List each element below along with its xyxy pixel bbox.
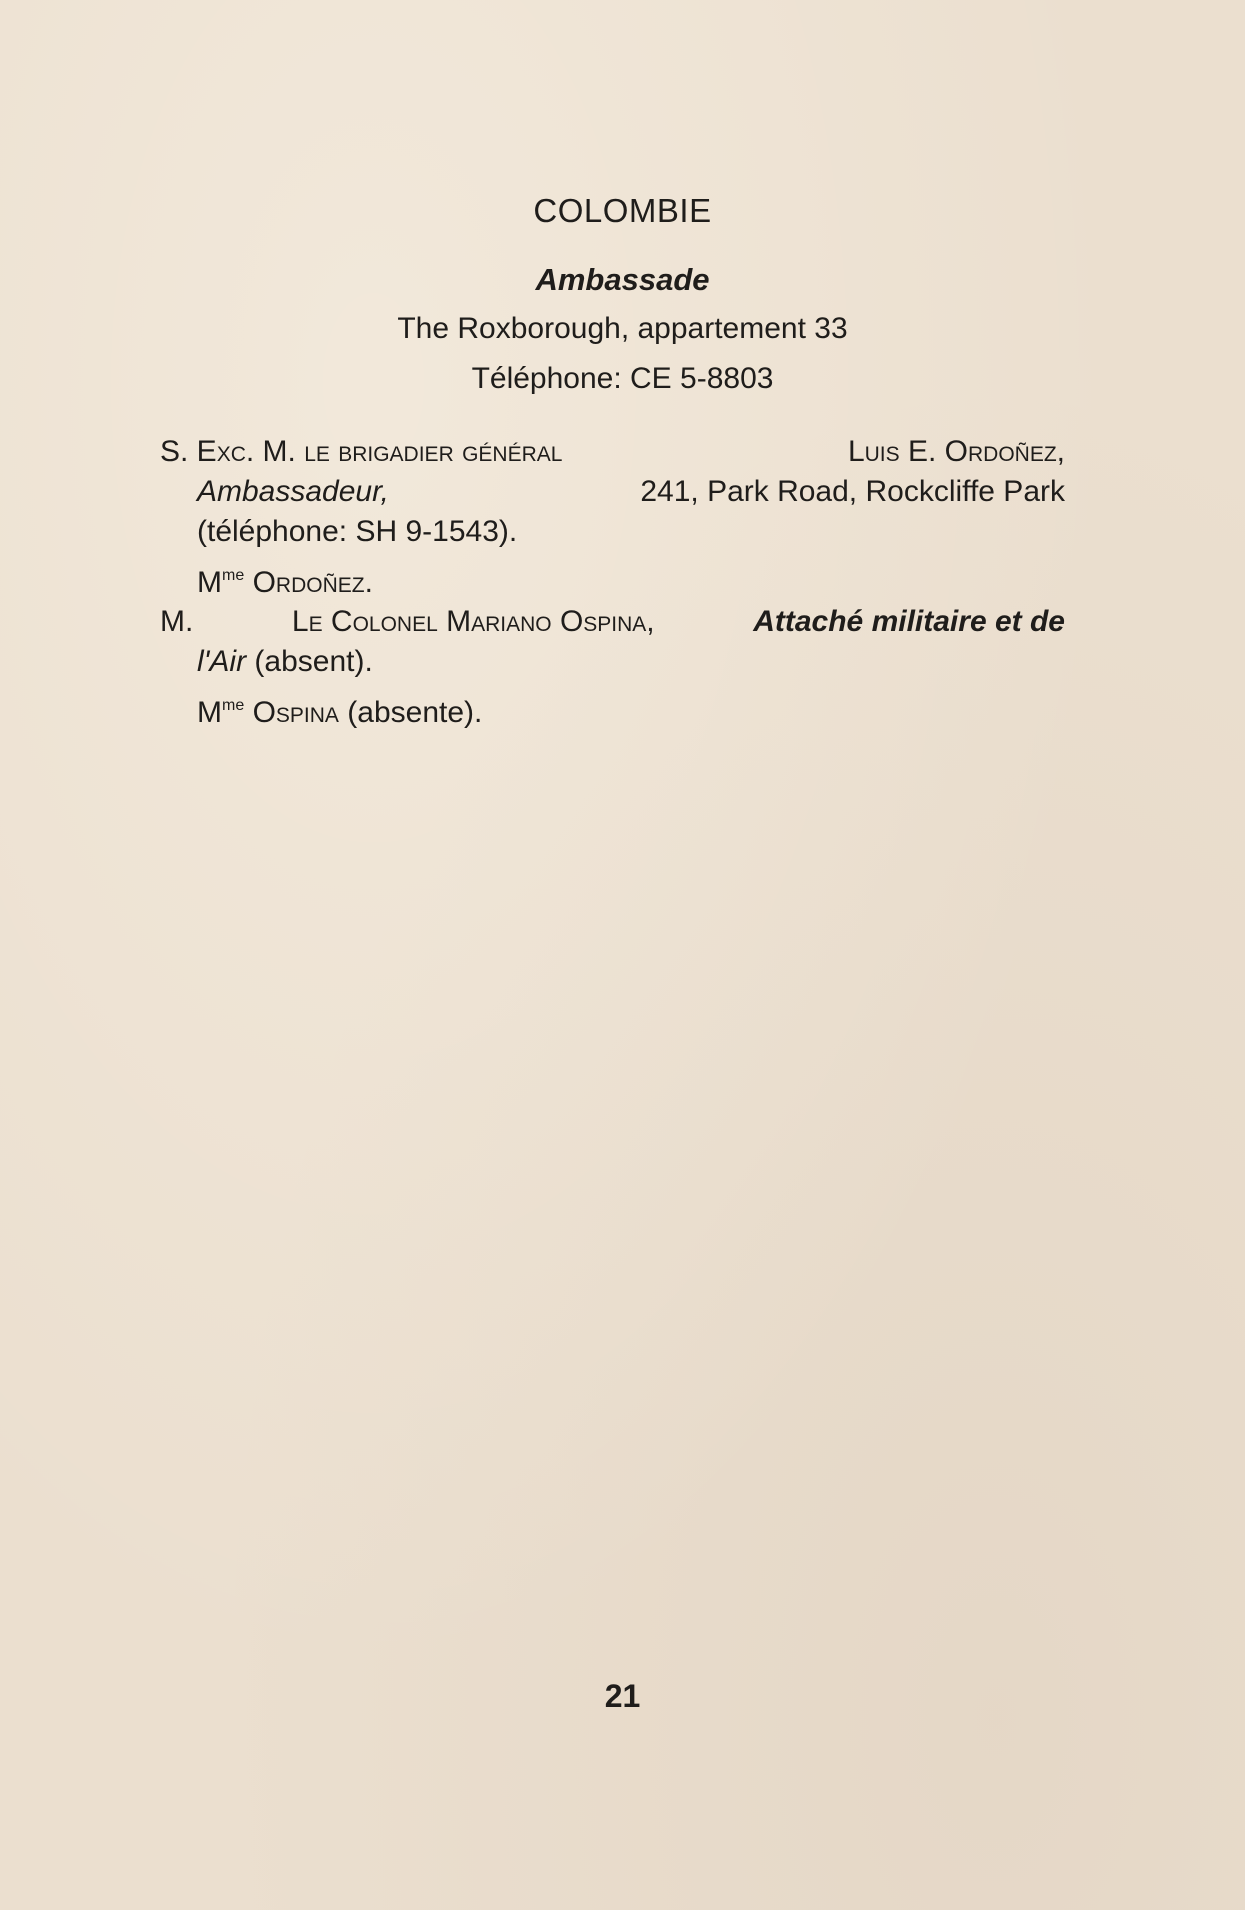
embassy-address: The Roxborough, appartement 33 [397, 312, 848, 345]
office-type: Ambassade [535, 262, 710, 297]
entry-status: (absent). [254, 645, 373, 678]
spouse-title: M [197, 696, 222, 729]
entry-military-attache [160, 602, 1065, 733]
embassy-telephone: Téléphone: CE 5-8803 [471, 362, 774, 395]
entry-title-cont: l'Air [197, 645, 247, 678]
spouse-status: (absente). [347, 696, 483, 729]
country-heading: COLOMBIE [533, 192, 712, 229]
spouse-line [160, 556, 1065, 603]
spouse-name: Ospina [252, 696, 339, 729]
entry-title: Attaché militaire et de [753, 605, 1065, 638]
page-number: 21 [604, 1678, 641, 1714]
entry-title: Ambassadeur, [197, 475, 389, 508]
spouse-title: M [197, 566, 222, 599]
entry-line [160, 472, 1065, 512]
entry-prefix: S. Exc. M. le brigadier général [160, 435, 563, 468]
spouse-name: Ordoñez. [252, 566, 373, 599]
spouse-title-sup: me [222, 697, 245, 714]
entry-address: 241, Park Road, Rockcliffe Park [640, 475, 1065, 508]
entry-ambassador [160, 432, 1065, 603]
entry-phone: (téléphone: SH 9-1543). [197, 515, 518, 548]
entry-name: Luis E. Ordoñez, [847, 435, 1065, 468]
entry-line [160, 602, 1065, 642]
entry-name: Le Colonel Mariano Ospina, [291, 605, 655, 638]
entry-prefix: M. [160, 605, 194, 638]
spouse-line [160, 686, 1065, 733]
entry-line [160, 432, 1065, 472]
entry-line [160, 642, 1065, 682]
spouse-title-sup: me [222, 567, 245, 584]
